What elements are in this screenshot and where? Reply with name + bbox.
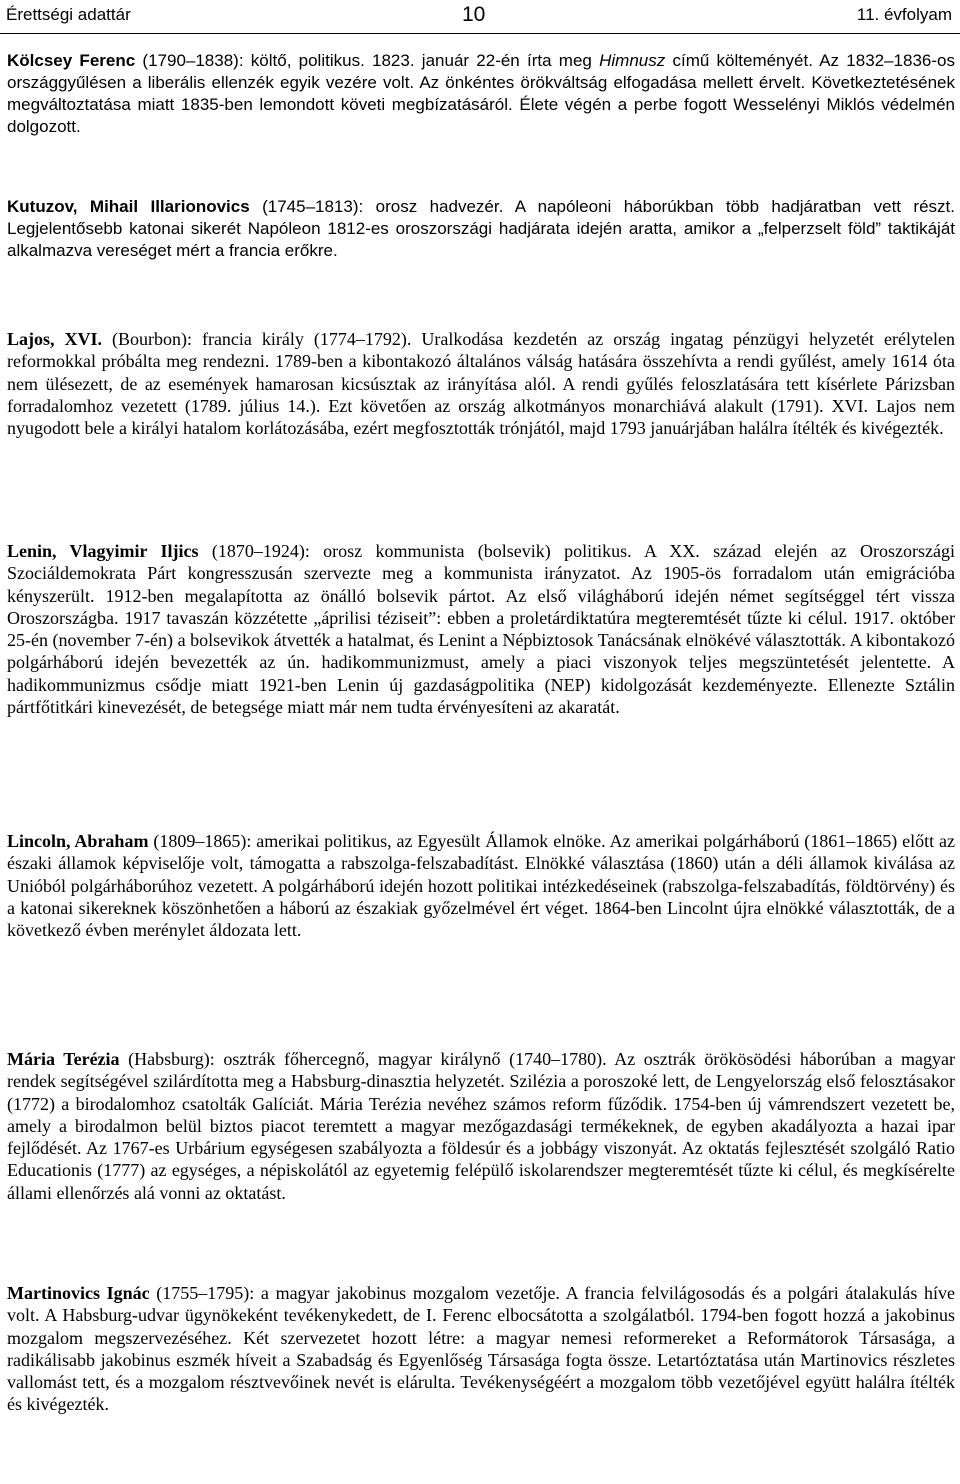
entry-name: Lincoln, Abraham <box>7 831 149 851</box>
entry-text: című költeményét. Az 1832–1836-os országgyűlésen a liberális ellenzék egyik vezére volt. Az önkéntes örökváltság elfogadása mellett érvelt. Következtetésének megváltoztatása miatt 1835-ben lemondott követi megbízatásáról. Élete végén a perbe fogott Wesselényi Miklós védelmén dolgozott. <box>7 51 955 136</box>
entry-name: Mária Terézia <box>7 1049 120 1069</box>
page-header <box>0 0 960 34</box>
entry-text: (1870–1924): orosz kommunista (bolsevik) politikus. A XX. század elején az Oroszországi Szociáldemokrata Párt kongresszusán szervezte meg a kommunista irányzatot. Az 1905-ös forradalom után emigrációba kényszerült. 1912-ben megalapította az önálló bolsevik pártot. Az első világháború idején német segítséggel tért vissza Oroszországba. 1917 tavaszán közzétette „áprilisi téziseit”: ebben a proletárdiktatúra megteremtését tűzte ki célul. 1917. október 25-én (november 7-én) a bolsevikok átvették a hatalmat, és Lenint a Népbiztosok Tanácsának elnökévé választották. A kibontakozó polgárháború idején bevezették az ún. hadikommunizmust, amely a piaci viszonyok teljes megszüntetését jelentette. A hadikommunizmus csődje miatt 1921-ben Lenin új gazdaságpolitika (NEP) kidolgozását kezdeményezte. Ellenezte Sztálin pártfőtitkári kinevezését, de betegsége miatt már nem tudta érvényesíteni az akaratát. <box>7 541 955 718</box>
entry-italic-title: Himnusz <box>599 51 666 70</box>
header-divider <box>0 33 960 34</box>
entry-martinovics <box>7 1282 955 1416</box>
entry-lenin <box>7 540 955 718</box>
entry-name: Lenin, Vlagyimir Iljics <box>7 541 199 561</box>
entry-text: (1755–1795): a magyar jakobinus mozgalom vezetője. A francia felvilágosodás és a polgári átalakulás híve volt. A Habsburg-udvar ügynökeként tevékenykedett, de I. Ferenc elbocsátotta a szolgálatból. 1794-ben fogott hozzá a jakobinus mozgalom megszervezéséhez. Két szervezetet hozott létre: a magyar nemesi reformereket a Reformátorok Társasága, a radikálisabb jakobinus eszmék híveit a Szabadság és Egyenlőség Társasága fogta össze. Letartóztatása után Martinovics részletes vallomást tett, és a mozgalom résztvevőinek nevét is elárulta. Tevékenységéért a mozgalom több vezetőjével együtt halálra ítélték és kivégezték. <box>7 1283 955 1415</box>
entry-name: Martinovics Ignác <box>7 1283 150 1303</box>
header-grade: 11. évfolyam <box>856 5 952 24</box>
entry-text: (1790–1838): költő, politikus. 1823. január 22-én írta meg <box>135 51 600 70</box>
entry-maria-terezia <box>7 1048 955 1204</box>
entry-text: (Bourbon): francia király (1774–1792). Uralkodása kezdetén az ország ingatag pénzügyi helyzetét erélytelen reformokkal próbálta meg rendezni. 1789-ben a kibontakozó általános válság hatására összehívta a rendi gyűlést, amely 1614 óta nem ülésezett, de az események hamarosan kicsúsztak az irányítása alól. A rendi gyűlés feloszlatására tett kísérlete Párizsban forradalomhoz vezetett (1789. július 14.). Ezt követően az ország alkotmányos monarchiává alakult (1791). XVI. Lajos nem nyugodott bele a királyi hatalom korlátozásába, ezért megfosztották trónjától, majd 1793 januárjában halálra ítélték és kivégezték. <box>7 329 955 439</box>
entry-name: Kutuzov, Mihail Illarionovics <box>7 197 250 216</box>
entry-text: (1809–1865): amerikai politikus, az Egyesült Államok elnöke. Az amerikai polgárháború (1861–1865) előtt az északi államok képviselője volt, támogatta a rabszolga-felszabadítást. Elnökké választása (1860) után a déli államok kiválása az Unióból polgárháborúhoz vezetett. A polgárháború idején hozott politikai intézkedéseinek (rabszolga-felszabadítás, földtörvény) és a katonai sikereknek köszönhetően a háború az északiak győzelmével ért véget. 1864-ben Lincolnt újra elnökké választották, de a következő évben merénylet áldozata lett. <box>7 831 955 941</box>
header-title: Érettségi adattár <box>6 5 131 24</box>
entry-kutuzov <box>7 196 955 262</box>
entry-text: (Habsburg): osztrák főhercegnő, magyar királynő (1740–1780). Az osztrák örökösödési háborúban a magyar rendek segítségével szilárdította meg a Habsburg-dinasztia helyzetét. Szilézia a poroszoké lett, de Lengyelország első felosztásakor (1772) a birodalomhoz csatolták Galíciát. Mária Terézia nevéhez számos reform fűződik. 1754-ben új vámrendszert vezetett be, amely a birodalmon belül biztos piacot teremtett a magyar mezőgazdasági termékeknek, de egyben akadályozta a hazai ipar fejlődését. Az 1767-es Urbárium egységesen szabályozta a földesúr és a jobbágy viszonyát. Az oktatás fejlesztését szolgáló Ratio Educationis (1777) az egységes, a népiskolától az egyetemig felépülő iskolarendszer megteremtését tűzte ki célul, és megkísérelte állami ellenőrzés alá vonni az oktatást. <box>7 1049 956 1203</box>
entry-name: Lajos, XVI. <box>7 329 102 349</box>
entry-text: (1745–1813): orosz hadvezér. A napóleoni háborúkban több hadjáratban vett részt. Legjelentősebb katonai sikerét Napóleon 1812-es oroszországi hadjárata idején aratta, amikor a „felperzselt föld” taktikáját alkalmazva vereséget mért a francia erőkre. <box>7 197 955 260</box>
page-number: 10 <box>462 3 486 26</box>
entry-name: Kölcsey Ferenc <box>7 51 136 70</box>
entry-lincoln <box>7 830 955 941</box>
entry-lajos <box>7 328 955 439</box>
entry-kolcsey <box>7 50 955 138</box>
